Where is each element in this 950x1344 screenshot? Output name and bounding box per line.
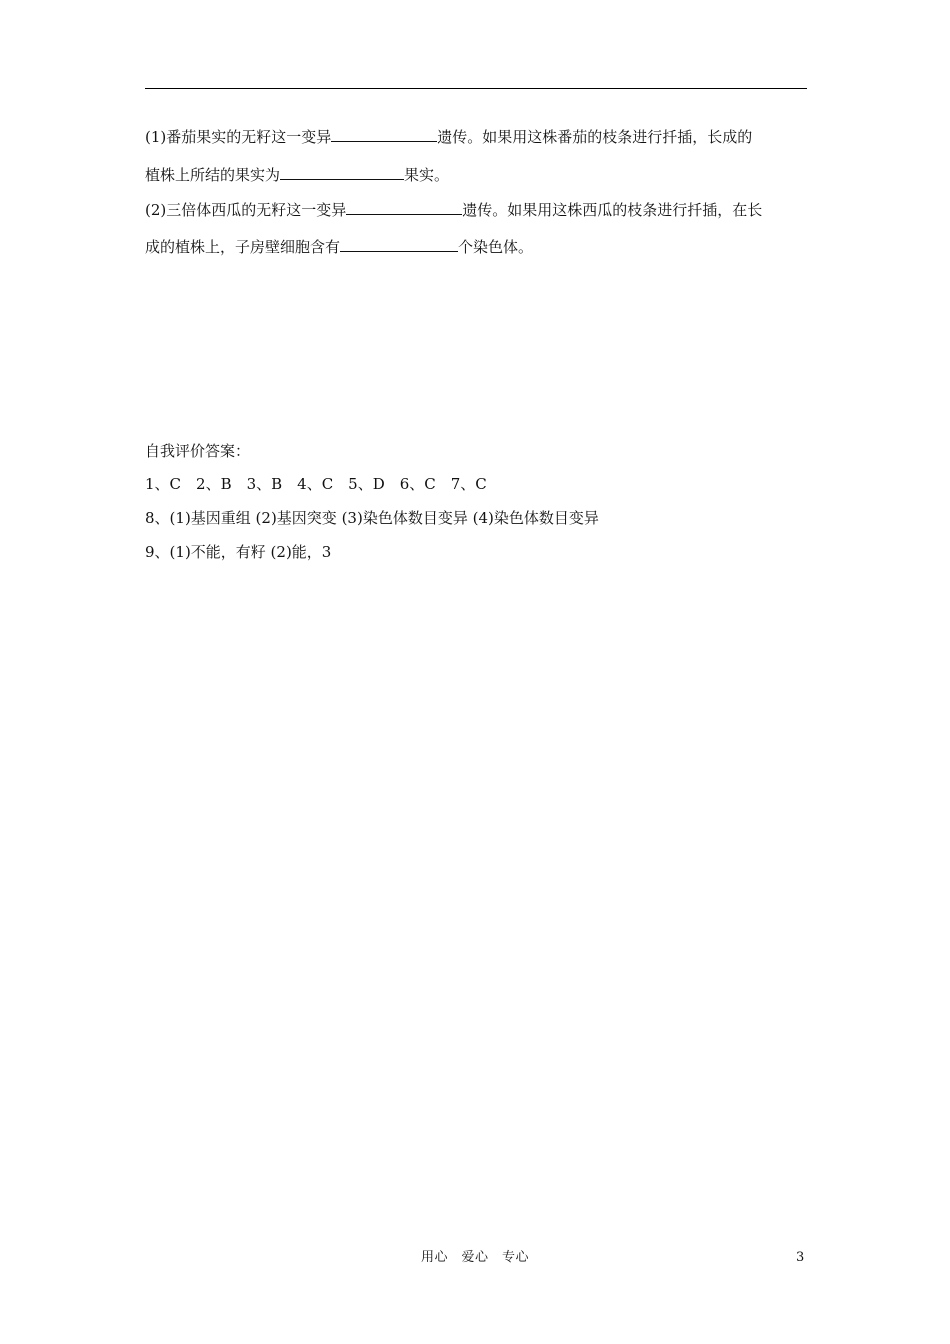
question-1-text-c: 植株上所结的果实为 — [145, 166, 281, 184]
question-2-text-a: (2)三倍体西瓜的无籽这一变异 — [145, 201, 347, 219]
question-2-text-d: 个染色体。 — [458, 238, 534, 256]
answer-blank — [280, 164, 404, 180]
question-1-text-d: 果实。 — [404, 166, 450, 184]
answer-blank — [346, 199, 462, 215]
answers-line-3: 9、(1)不能，有籽 (2)能，3 — [145, 543, 332, 561]
page-number: 3 — [796, 1250, 805, 1265]
answer-blank — [340, 236, 458, 252]
answer-blank — [331, 126, 437, 142]
question-1-line-1 — [145, 126, 810, 147]
question-1-text-a: (1)番茄果实的无籽这一变异 — [145, 128, 332, 146]
header-rule — [145, 88, 807, 89]
question-2-line-1 — [145, 199, 810, 220]
answers-line-2: 8、(1)基因重组 (2)基因突变 (3)染色体数目变异 (4)染色体数目变异 — [145, 509, 599, 527]
answers-heading: 自我评价答案： — [145, 442, 251, 460]
answers-line-1: 1、C 2、B 3、B 4、C 5、D 6、C 7、C — [145, 475, 487, 493]
question-1-line-2 — [145, 164, 810, 185]
question-2-text-b: 遗传。如果用这株西瓜的枝条进行扦插，在长 — [462, 201, 763, 219]
question-2-text-c: 成的植株上，子房壁细胞含有 — [145, 238, 341, 256]
question-1-text-b: 遗传。如果用这株番茄的枝条进行扦插，长成的 — [437, 128, 753, 146]
footer-motto: 用心 爱心 专心 — [420, 1250, 529, 1265]
question-2-line-2 — [145, 236, 810, 257]
